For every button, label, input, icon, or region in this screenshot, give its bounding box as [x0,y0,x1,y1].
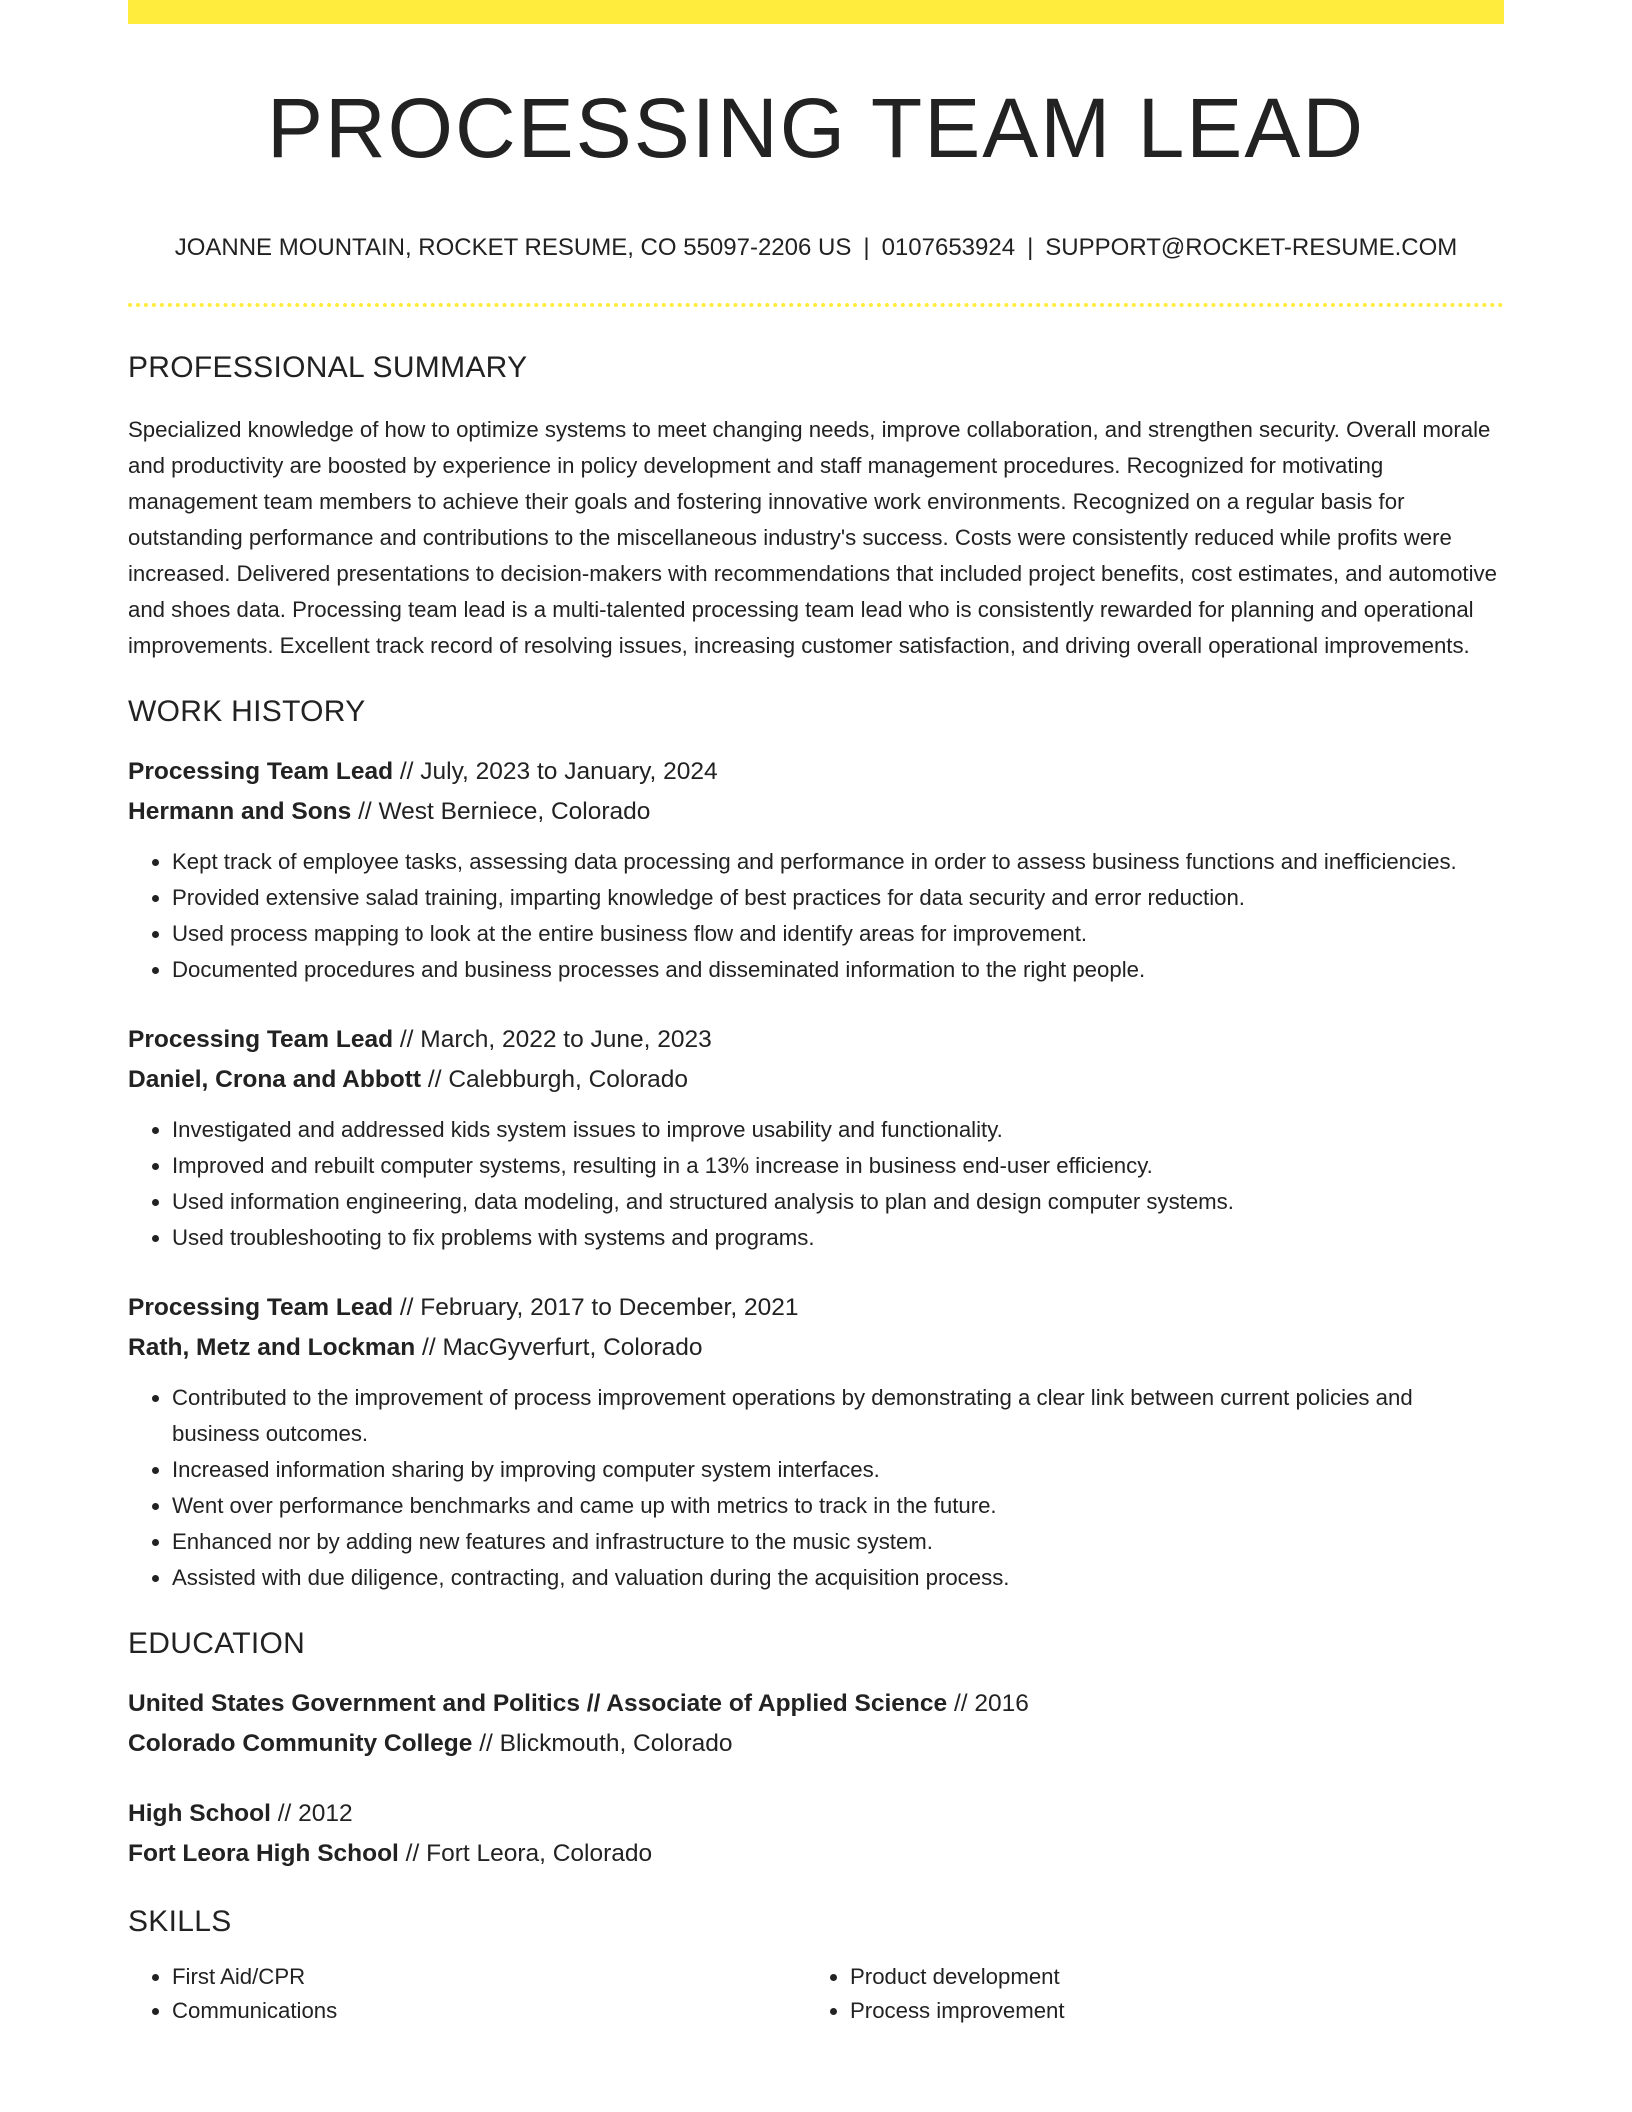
job-company: Hermann and Sons [128,798,352,826]
job-title: Processing Team Lead [128,1294,394,1322]
job-company: Daniel, Crona and Abbott [128,1066,422,1094]
contact-separator: | [1027,234,1034,262]
job-location: // West Berniece, Colorado [351,798,651,826]
skills-list-left [128,1960,762,2028]
list-item: • Went over performance benchmarks and came up with metrics to track in the future. [172,1488,1504,1524]
job-entry [128,752,1504,988]
job-dates: // March, 2022 to June, 2023 [393,1026,712,1054]
list-item: • Documented procedures and business processes and disseminated information to the right people. [172,952,1504,988]
list-item: • First Aid/CPR [172,1960,762,1994]
resume-page [128,0,1504,2028]
education-school: Colorado Community College [128,1730,473,1758]
page-title: PROCESSING TEAM LEAD [266,81,1366,175]
contact-separator: | [863,234,870,262]
job-title-line [128,1020,1504,1060]
job-entry [128,1288,1504,1596]
job-dates: // July, 2023 to January, 2024 [393,758,718,786]
list-item: • Assisted with due diligence, contracting, and valuation during the acquisition process. [172,1560,1504,1596]
education-heading: EDUCATION [128,1627,306,1661]
list-item: • Enhanced nor by adding new features and infrastructure to the music system. [172,1524,1504,1560]
list-item: • Used process mapping to look at the entire business flow and identify areas for improvement. [172,916,1504,952]
education-year: // 2012 [270,1800,353,1828]
job-bullets [128,1380,1504,1596]
contact-address: JOANNE MOUNTAIN, ROCKET RESUME, CO 55097-2206 US [174,234,852,262]
list-item: • Increased information sharing by improving computer system interfaces. [172,1452,1504,1488]
list-item: • Product development [850,1960,1440,1994]
accent-bar [128,0,1504,24]
summary-heading: PROFESSIONAL SUMMARY [128,351,528,385]
skills-list-right [806,1960,1440,2028]
contact-email[interactable]: SUPPORT@ROCKET-RESUME.COM [1045,234,1458,262]
dotted-divider [128,303,1504,307]
education-entry [128,1684,1504,1764]
job-company-line [128,792,1504,832]
skills-grid [128,1960,1504,2028]
job-location: // MacGyverfurt, Colorado [415,1334,703,1362]
job-title: Processing Team Lead [128,758,394,786]
job-title: Processing Team Lead [128,1026,394,1054]
job-location: // Calebburgh, Colorado [421,1066,689,1094]
work-history-heading: WORK HISTORY [128,695,366,729]
job-title-line [128,1288,1504,1328]
education-location: // Blickmouth, Colorado [472,1730,733,1758]
job-dates: // February, 2017 to December, 2021 [393,1294,799,1322]
job-bullets [128,844,1504,988]
education-degree-line [128,1684,1504,1724]
list-item: • Process improvement [850,1994,1440,2028]
job-entry [128,1020,1504,1256]
education-school: Fort Leora High School [128,1840,399,1868]
contact-phone: 0107653924 [881,234,1016,262]
list-item: • Contributed to the improvement of process improvement operations by demonstrating a clear link between current policies and business outcomes. [172,1380,1504,1452]
list-item: • Kept track of employee tasks, assessing data processing and performance in order to assess business functions and inefficiencies. [172,844,1504,880]
list-item: • Improved and rebuilt computer systems, resulting in a 13% increase in business end-user efficiency. [172,1148,1504,1184]
education-degree: United States Government and Politics // Associate of Applied Science [128,1690,948,1718]
list-item: • Provided extensive salad training, imparting knowledge of best practices for data security and error reduction. [172,880,1504,916]
job-company-line [128,1060,1504,1100]
job-company: Rath, Metz and Lockman [128,1334,416,1362]
skills-heading: SKILLS [128,1905,232,1939]
contact-line [128,234,1504,263]
summary-text: Specialized knowledge of how to optimize systems to meet changing needs, improve collaboration, and strengthen security. Overall morale and productivity are boosted by experience in policy development and staff management procedures. Recognized for motivating management team members to achieve their goals and fostering innovative work environments. Recognized on a regular basis for outstanding performance and contributions to the miscellaneous industry's success. Costs were consistently reduced while profits were increased. Delivered presentations to decision-makers with recommendations that included project benefits, cost estimates, and automotive and shoes data. Processing team lead is a multi-talented processing team lead who is consistently rewarded for planning and operational improvements. Excellent track record of resolving issues, increasing customer satisfaction, and driving overall operational improvements. [128,417,1497,659]
list-item: • Communications [172,1994,762,2028]
education-degree-line [128,1794,1504,1834]
education-degree: High School [128,1800,271,1828]
education-school-line [128,1724,1504,1764]
education-entry [128,1794,1504,1874]
job-bullets [128,1112,1504,1256]
education-location: // Fort Leora, Colorado [398,1840,653,1868]
list-item: • Used information engineering, data modeling, and structured analysis to plan and design computer systems. [172,1184,1504,1220]
job-company-line [128,1328,1504,1368]
list-item: • Used troubleshooting to fix problems with systems and programs. [172,1220,1504,1256]
education-school-line [128,1834,1504,1874]
job-title-line [128,752,1504,792]
education-year: // 2016 [947,1690,1029,1718]
list-item: • Investigated and addressed kids system issues to improve usability and functionality. [172,1112,1504,1148]
